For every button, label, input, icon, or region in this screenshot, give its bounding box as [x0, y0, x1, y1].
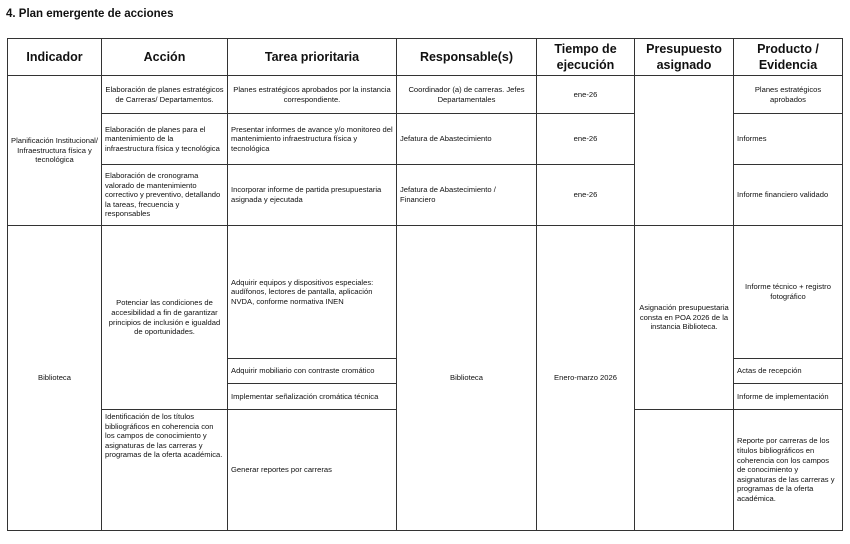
action-plan-table — [7, 38, 843, 531]
tiempo-cell: ene-26 — [537, 114, 635, 165]
table-row — [8, 226, 843, 359]
producto-cell: Informe técnico + registro fotográfico — [734, 226, 843, 359]
presupuesto-cell — [635, 76, 734, 226]
accion-cell: Identificación de los títulos bibliográficos en coherencia con los campos de conocimiento y asignaturas de las carreras y programas de la oferta académica. — [102, 410, 228, 531]
producto-cell: Actas de recepción — [734, 359, 843, 384]
presupuesto-cell — [635, 410, 734, 531]
header-indicador: Indicador — [8, 39, 102, 76]
tiempo-cell: Enero-marzo 2026 — [537, 226, 635, 531]
producto-cell: Planes estratégicos aprobados — [734, 76, 843, 114]
tarea-cell: Planes estratégicos aprobados por la instancia correspondiente. — [228, 76, 397, 114]
accion-cell: Elaboración de cronograma valorado de mantenimiento correctivo y preventivo, detallando la tareas, frecuencia y responsables — [102, 165, 228, 226]
producto-cell: Informes — [734, 114, 843, 165]
tarea-cell: Generar reportes por carreras — [228, 410, 397, 531]
tiempo-cell: ene-26 — [537, 165, 635, 226]
tarea-cell: Adquirir equipos y dispositivos especiales: audífonos, lectores de pantalla, aplicación NVDA, conforme normativa INEN — [228, 226, 397, 359]
header-row — [8, 39, 843, 76]
responsable-cell: Coordinador (a) de carreras. Jefes Departamentales — [397, 76, 537, 114]
accion-cell: Elaboración de planes para el mantenimiento de la infraestructura física y tecnológica — [102, 114, 228, 165]
responsable-cell: Jefatura de Abastecimiento / Financiero — [397, 165, 537, 226]
tarea-cell: Incorporar informe de partida presupuestaria asignada y ejecutada — [228, 165, 397, 226]
accion-cell: Potenciar las condiciones de accesibilidad a fin de garantizar principios de inclusión e igualdad de oportunidades. — [102, 226, 228, 410]
producto-cell: Reporte por carreras de los títulos bibliográficos en coherencia con los campos de conocimiento y asignaturas de las carreras y programas de la oferta académica. — [734, 410, 843, 531]
header-producto: Producto / Evidencia — [734, 39, 843, 76]
indicador-cell: Biblioteca — [8, 226, 102, 531]
header-tarea: Tarea prioritaria — [228, 39, 397, 76]
responsable-cell: Jefatura de Abastecimiento — [397, 114, 537, 165]
tiempo-cell: ene-26 — [537, 76, 635, 114]
presupuesto-cell: Asignación presupuestaria consta en POA 2026 de la instancia Biblioteca. — [635, 226, 734, 410]
header-responsable: Responsable(s) — [397, 39, 537, 76]
header-accion: Acción — [102, 39, 228, 76]
header-tiempo: Tiempo de ejecución — [537, 39, 635, 76]
tarea-cell: Adquirir mobiliario con contraste cromático — [228, 359, 397, 384]
header-presupuesto: Presupuesto asignado — [635, 39, 734, 76]
accion-cell: Elaboración de planes estratégicos de Carreras/ Departamentos. — [102, 76, 228, 114]
responsable-cell: Biblioteca — [397, 226, 537, 531]
tarea-cell: Presentar informes de avance y/o monitoreo del mantenimiento infraestructura física y tecnológica — [228, 114, 397, 165]
indicador-cell: Planificación Institucional/ Infraestructura física y tecnológica — [8, 76, 102, 226]
tarea-cell: Implementar señalización cromática técnica — [228, 384, 397, 410]
table-row — [8, 76, 843, 114]
producto-cell: Informe financiero validado — [734, 165, 843, 226]
section-title: 4. Plan emergente de acciones — [6, 8, 174, 20]
producto-cell: Informe de implementación — [734, 384, 843, 410]
